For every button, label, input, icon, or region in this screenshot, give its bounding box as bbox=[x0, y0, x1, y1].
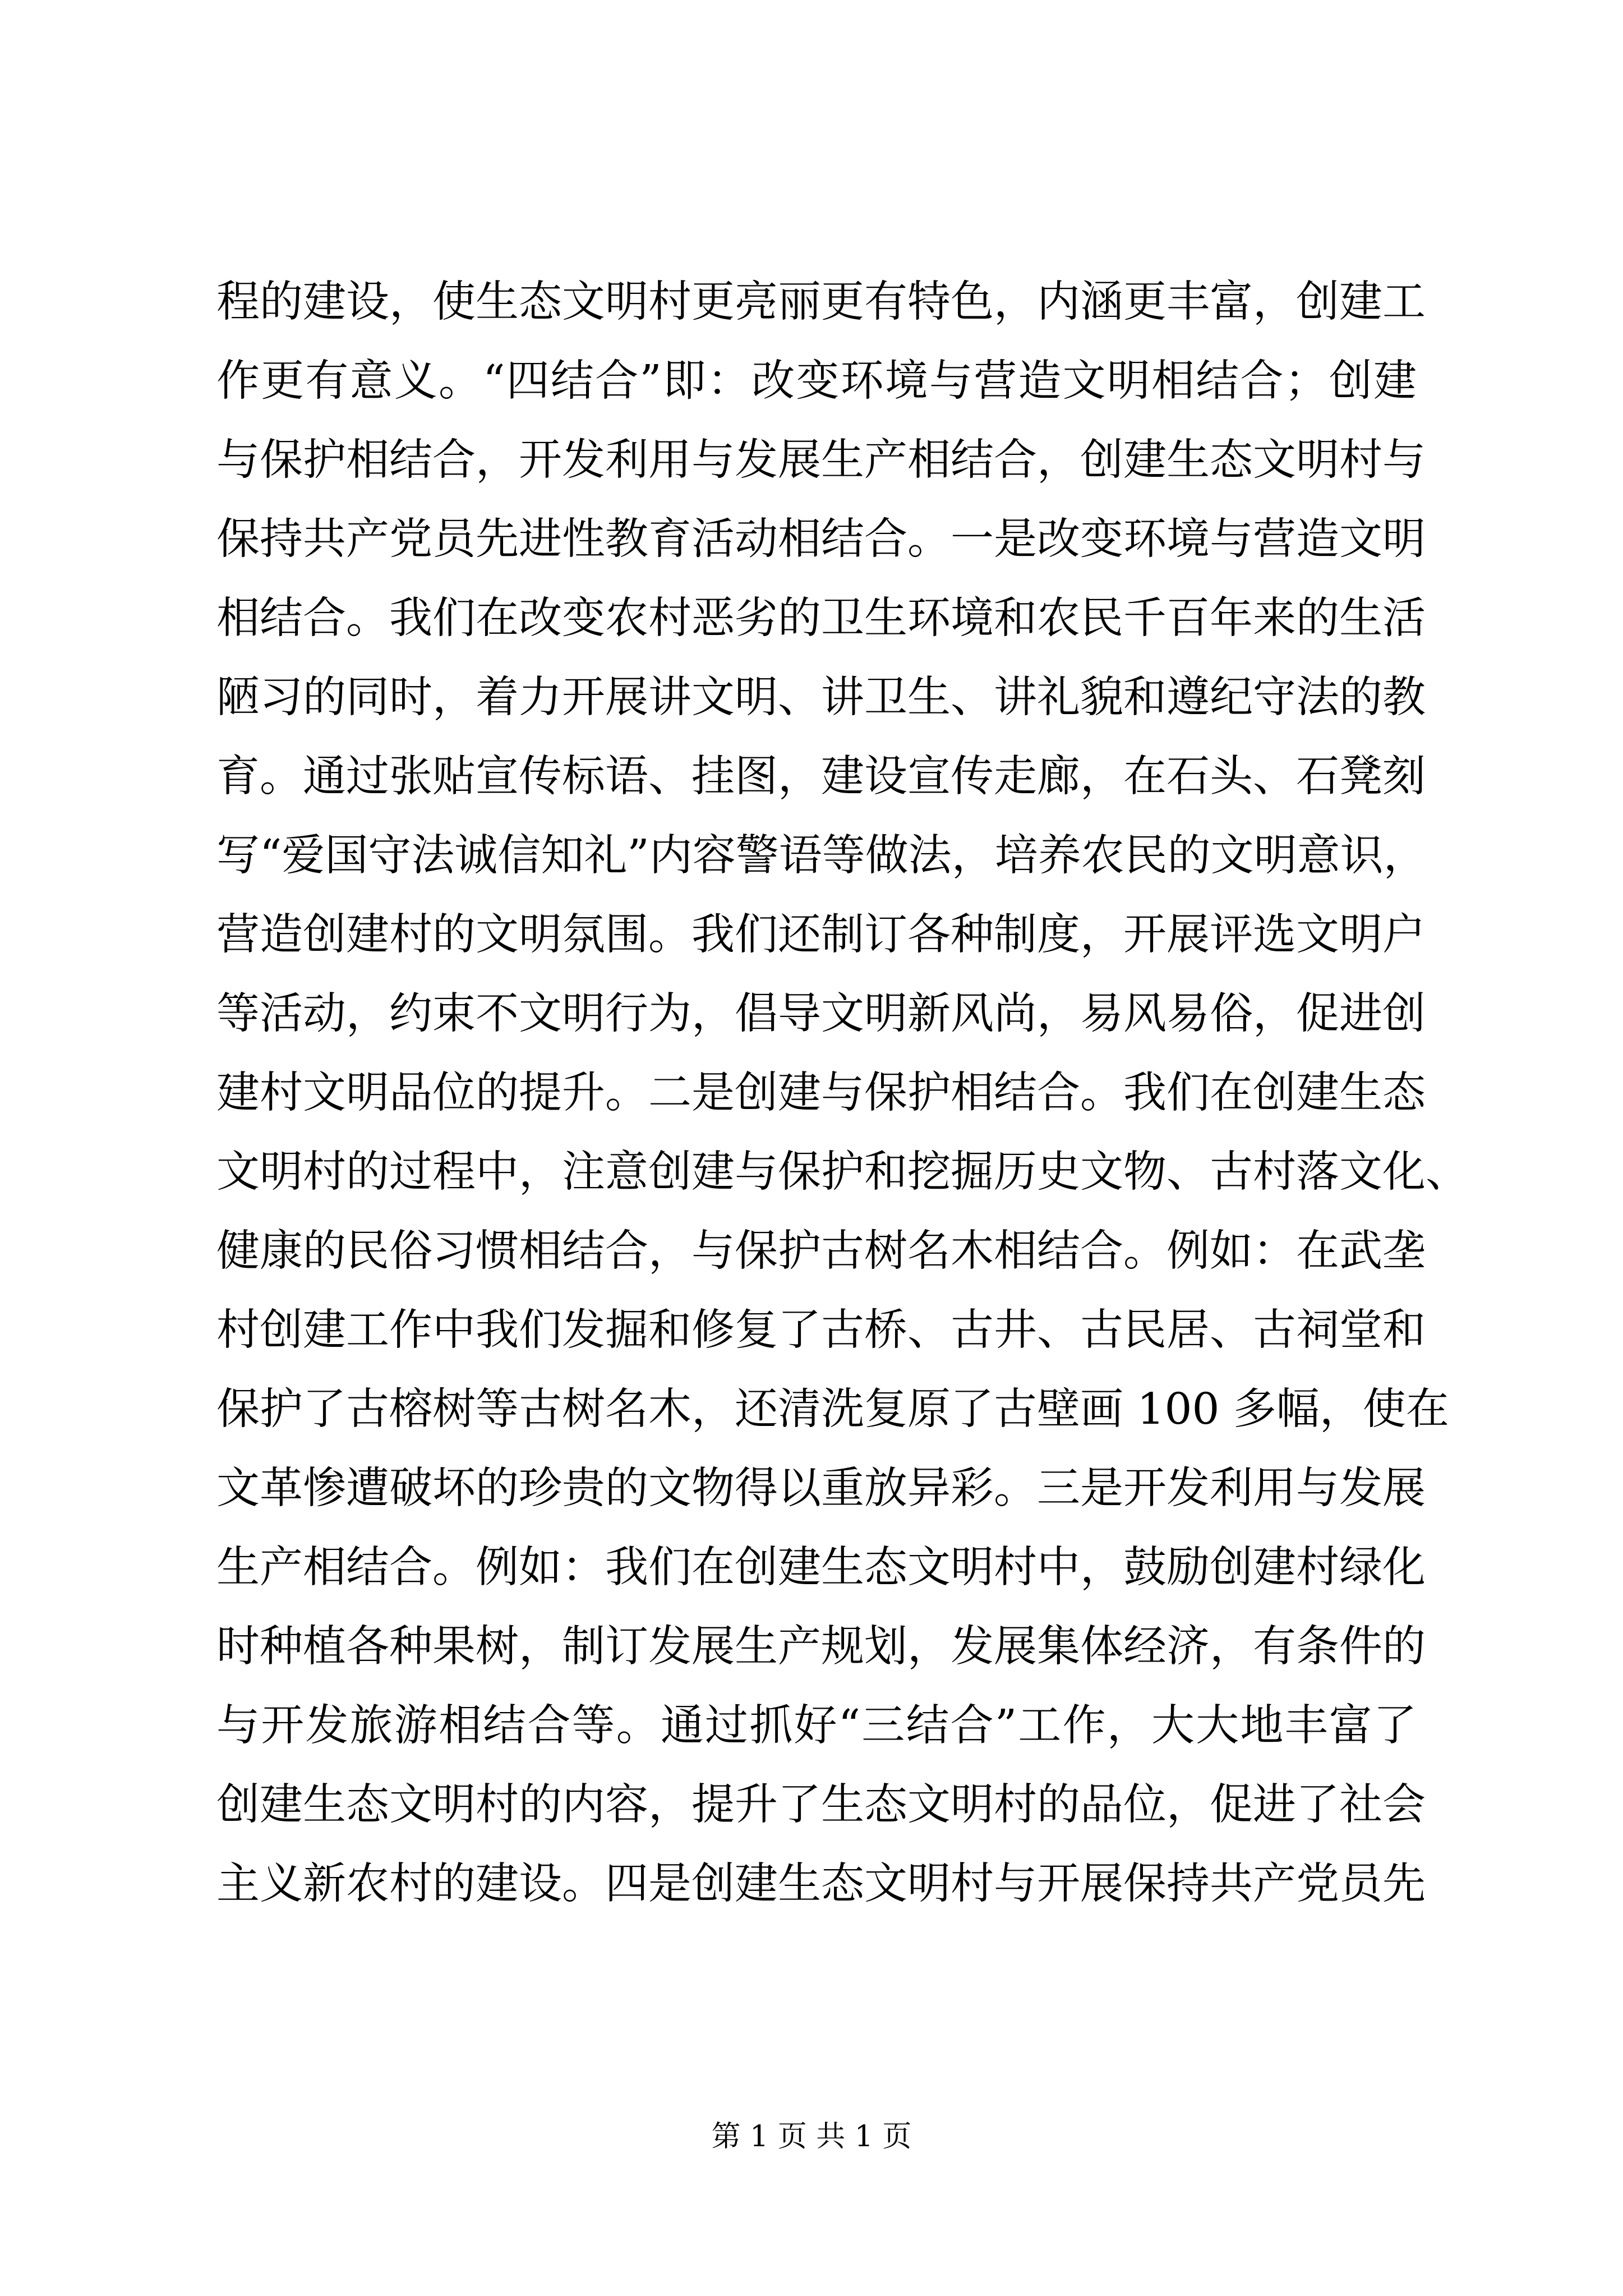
text-line: 保护了古榕树等古树名木，还清洗复原了古壁画 100 多幅，使在 bbox=[216, 1384, 1449, 1434]
text-line: 文明村的过程中，注意创建与保护和挖掘历史文物、古村落文化、 bbox=[216, 1147, 1469, 1197]
text-line: 时种植各种果树，制订发展生产规划，发展集体经济，有条件的 bbox=[216, 1622, 1426, 1672]
text-line: 生产相结合。例如：我们在创建生态文明村中，鼓励创建村绿化 bbox=[216, 1543, 1426, 1593]
text-line: 创建生态文明村的内容，提升了生态文明村的品位，促进了社会 bbox=[216, 1780, 1426, 1830]
text-line: 文革惨遭破坏的珍贵的文物得以重放异彩。三是开发利用与发展 bbox=[216, 1464, 1426, 1513]
text-line: 健康的民俗习惯相结合，与保护古树名木相结合。例如：在武垄 bbox=[216, 1226, 1426, 1276]
text-line: 与开发旅游相结合等。通过抓好“三结合”工作，大大地丰富了 bbox=[216, 1701, 1417, 1751]
text-line: 写“爱国守法诚信知礼”内容警语等做法，培养农民的文明意识， bbox=[216, 831, 1427, 881]
text-line: 主义新农村的建设。四是创建生态文明村与开展保持共产党员先 bbox=[216, 1859, 1426, 1909]
text-line: 程的建设，使生态文明村更亮丽更有特色，内涵更丰富，创建工 bbox=[216, 277, 1426, 327]
text-line: 育。通过张贴宣传标语、挂图，建设宣传走廊，在石头、石凳刻 bbox=[216, 752, 1426, 802]
page-number-footer: 第 1 页 共 1 页 bbox=[711, 2120, 912, 2154]
text-line: 建村文明品位的提升。二是创建与保护相结合。我们在创建生态 bbox=[216, 1068, 1426, 1118]
text-line: 相结合。我们在改变农村恶劣的卫生环境和农民千百年来的生活 bbox=[216, 593, 1426, 643]
text-line: 村创建工作中我们发掘和修复了古桥、古井、古民居、古祠堂和 bbox=[216, 1305, 1426, 1355]
text-line: 营造创建村的文明氛围。我们还制订各种制度，开展评选文明户 bbox=[216, 910, 1426, 960]
text-line: 保持共产党员先进性教育活动相结合。一是改变环境与营造文明 bbox=[216, 514, 1426, 564]
body-text bbox=[216, 263, 1469, 1924]
text-line: 陋习的同时，着力开展讲文明、讲卫生、讲礼貌和遵纪守法的教 bbox=[216, 673, 1426, 723]
text-line: 等活动，约束不文明行为，倡导文明新风尚，易风易俗，促进创 bbox=[216, 989, 1426, 1039]
text-line: 作更有意义。“四结合”即：改变环境与营造文明相结合；创建 bbox=[216, 356, 1417, 406]
text-line: 与保护相结合，开发利用与发展生产相结合，创建生态文明村与 bbox=[216, 435, 1426, 485]
